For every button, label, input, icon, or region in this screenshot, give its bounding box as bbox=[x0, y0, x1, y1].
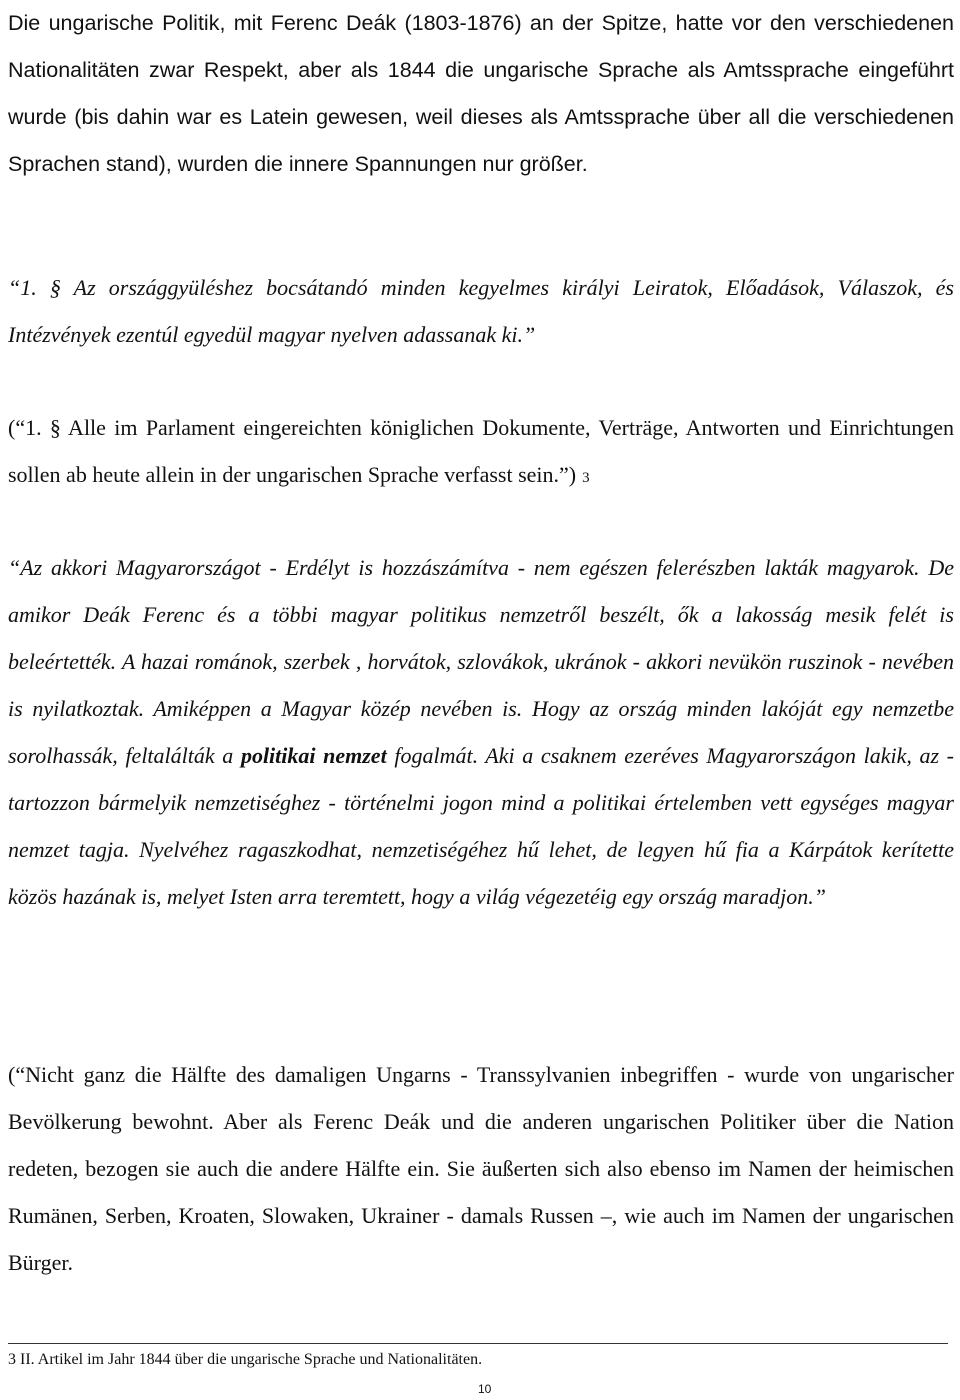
paragraph-intro: Die ungarische Politik, mit Ferenc Deák (1803-1876) an der Spitze, hatte vor den verschiedenen Nationalitäten zwar Respekt, aber als 1844 die ungarische Sprache als Amtssprache eingeführt wurde (bis dahin war es Latein gewesen, weil dieses als Amtssprache über all die verschiedenen Sprachen stand), wurden die innere Spannungen nur größer. bbox=[8, 11, 954, 176]
paragraph-german-law-translation bbox=[8, 404, 954, 502]
bold-term: politikai nemzet bbox=[240, 743, 387, 768]
footnote-divider bbox=[8, 1343, 948, 1344]
paragraph-hungarian-quote bbox=[8, 544, 954, 920]
paragraph-hungarian-law-quote: “1. § Az országgyüléshez bocsátandó minden kegyelmes királyi Leiratok, Előadások, Válaszok, és Intézvények ezentúl egyedül magyar nyelven adassanak ki.” bbox=[8, 275, 954, 347]
quote-text-part-2: fogalmát. Aki a csaknem ezeréves Magyarországon lakik, az - tartozzon bármelyik nemzetiséghez - történelmi jogon mind a politikai értelemben vett egységes magyar nemzet tagja. Nyelvéhez ragaszkodhat, nemzetiségéhez hű lehet, de legyen hű fia a Kárpátok kerítette közös hazának is, melyet Isten arra teremtett, hogy a világ végezetéig egy ország maradjon.” bbox=[8, 743, 955, 909]
translation-text: (“1. § Alle im Parlament eingereichten königlichen Dokumente, Verträge, Antworten und Einrichtungen sollen ab heute allein in der ungarischen Sprache verfasst sein.”) bbox=[8, 415, 954, 487]
page-number: 10 bbox=[478, 1382, 492, 1396]
footnote: 3 II. Artikel im Jahr 1844 über die ungarische Sprache und Nationalitäten. bbox=[8, 1351, 483, 1368]
footnote-reference: 3 bbox=[582, 470, 590, 486]
paragraph-german-translation: (“Nicht ganz die Hälfte des damaligen Ungarns - Transsylvanien inbegriffen - wurde von ungarischer Bevölkerung bewohnt. Aber als Ferenc Deák und die anderen ungarischen Politiker über die Nation redeten, bezogen sie auch die andere Hälfte ein. Sie äußerten sich also ebenso im Namen der heimischen Rumänen, Serben, Kroaten, Slowaken, Ukrainer - damals Russen –, wie auch im Namen der ungarischen Bürger. bbox=[8, 1062, 954, 1275]
quote-text-part-1: “Az akkori Magyarországot - Erdélyt is hozzászámítva - nem egészen felerészben lakták magyarok. De amikor Deák Ferenc és a többi magyar politikus nemzetről beszélt, ők a lakosság mesik felét is beleértették. A hazai románok, szerbek , horvátok, szlovákok, ukránok - akkori nevükön ruszinok - nevében is nyilatkoztak. Amiképpen a Magyar közép nevében is. Hogy az ország minden lakóját egy nemzetbe sorolhassák, feltalálták a bbox=[8, 555, 954, 768]
